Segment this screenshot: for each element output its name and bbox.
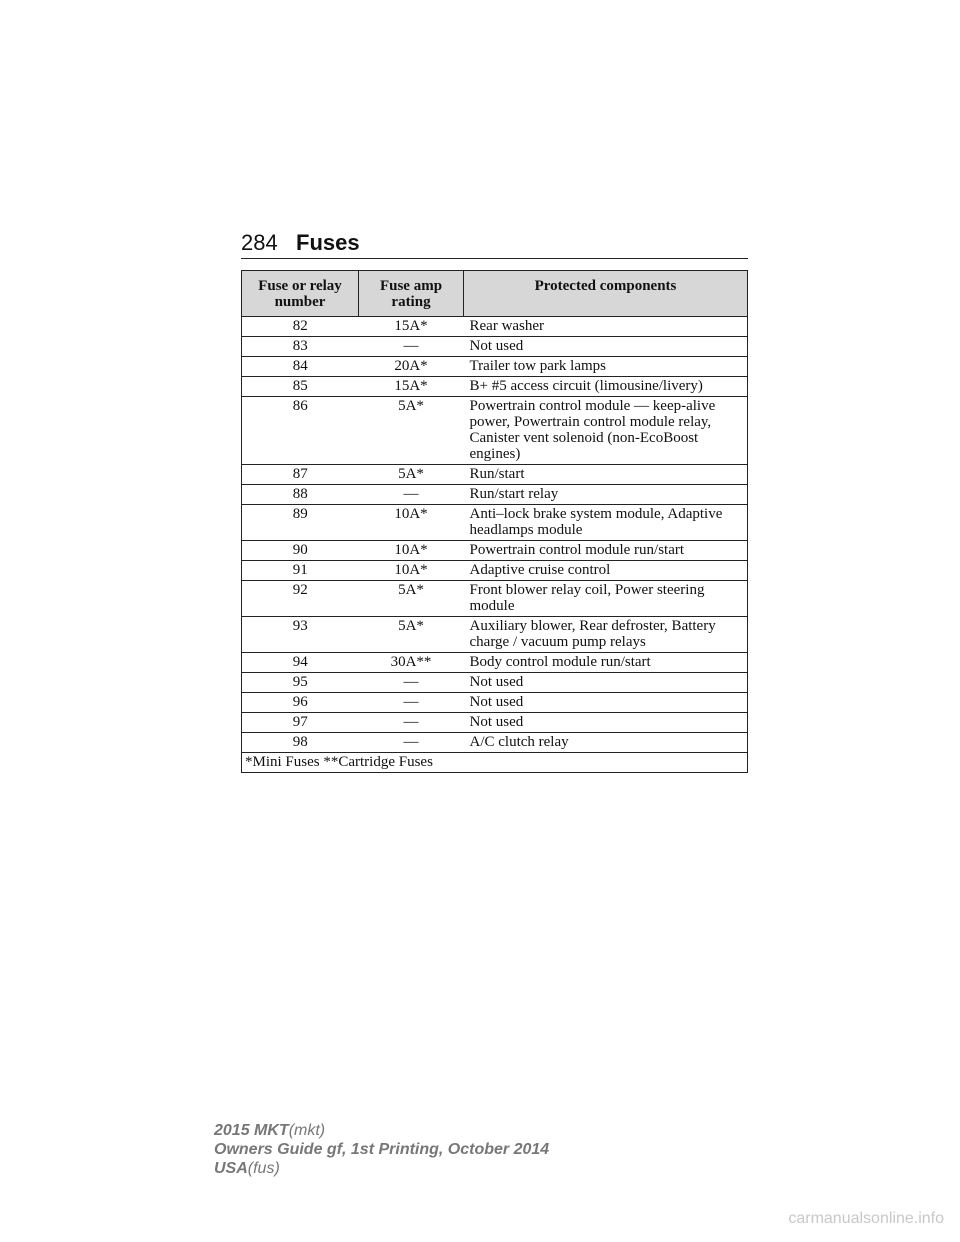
protected-components-cell: Anti–lock brake system module, Adaptive headlamps module xyxy=(464,505,748,541)
protected-components-cell: Adaptive cruise control xyxy=(464,561,748,581)
fuse-rating-cell: 20A* xyxy=(359,357,464,377)
table-row xyxy=(242,377,748,397)
document-footer xyxy=(214,1121,549,1178)
fuse-rating-cell: — xyxy=(359,693,464,713)
fuse-number-cell: 94 xyxy=(242,653,359,673)
footer-line-2 xyxy=(214,1140,549,1159)
fuse-rating-cell: 5A* xyxy=(359,581,464,617)
fuse-number-cell: 91 xyxy=(242,561,359,581)
protected-components-cell: Powertrain control module run/start xyxy=(464,541,748,561)
footer-market: USA xyxy=(214,1160,248,1177)
protected-components-cell: Not used xyxy=(464,673,748,693)
fuse-rating-cell: 15A* xyxy=(359,317,464,337)
fuse-rating-cell: 30A** xyxy=(359,653,464,673)
protected-components-cell: Not used xyxy=(464,693,748,713)
fuse-rating-cell: — xyxy=(359,733,464,753)
table-row xyxy=(242,357,748,377)
fuse-rating-cell: 10A* xyxy=(359,561,464,581)
table-body xyxy=(242,317,748,753)
table-row xyxy=(242,397,748,465)
protected-components-cell: Powertrain control module — keep-alive power, Powertrain control module relay, Canister vent solenoid (non-EcoBoost engines) xyxy=(464,397,748,465)
fuse-number-cell: 97 xyxy=(242,713,359,733)
fuse-number-cell: 95 xyxy=(242,673,359,693)
protected-components-cell: Front blower relay coil, Power steering module xyxy=(464,581,748,617)
table-row xyxy=(242,673,748,693)
fuse-rating-cell: — xyxy=(359,673,464,693)
fuse-number-cell: 82 xyxy=(242,317,359,337)
table-row xyxy=(242,465,748,485)
footer-market-code: (fus) xyxy=(247,1160,280,1177)
protected-components-cell: Run/start relay xyxy=(464,485,748,505)
table-row xyxy=(242,317,748,337)
footer-model: 2015 MKT xyxy=(214,1122,289,1139)
table-row xyxy=(242,505,748,541)
protected-components-cell: Rear washer xyxy=(464,317,748,337)
fuse-number-cell: 98 xyxy=(242,733,359,753)
protected-components-cell: Auxiliary blower, Rear defroster, Battery charge / vacuum pump relays xyxy=(464,617,748,653)
column-header-components: Protected components xyxy=(464,271,748,317)
fuse-rating-cell: — xyxy=(359,485,464,505)
protected-components-cell: Run/start xyxy=(464,465,748,485)
table-header-row xyxy=(242,271,748,317)
page-header xyxy=(241,230,748,259)
fuse-number-cell: 96 xyxy=(242,693,359,713)
protected-components-cell: A/C clutch relay xyxy=(464,733,748,753)
fuse-number-cell: 88 xyxy=(242,485,359,505)
fuse-rating-cell: — xyxy=(359,337,464,357)
table-row xyxy=(242,561,748,581)
fuse-number-cell: 86 xyxy=(242,397,359,465)
fuse-rating-cell: — xyxy=(359,713,464,733)
table-row xyxy=(242,485,748,505)
protected-components-cell: Trailer tow park lamps xyxy=(464,357,748,377)
fuse-number-cell: 83 xyxy=(242,337,359,357)
fuse-number-cell: 93 xyxy=(242,617,359,653)
fuse-rating-cell: 5A* xyxy=(359,465,464,485)
fuse-rating-cell: 5A* xyxy=(359,397,464,465)
fuse-rating-cell: 10A* xyxy=(359,541,464,561)
watermark-text: carmanualsonline.info xyxy=(788,1210,944,1227)
footer-line-1 xyxy=(214,1121,549,1140)
fuse-number-cell: 87 xyxy=(242,465,359,485)
table-row xyxy=(242,693,748,713)
footnote-row xyxy=(242,753,748,773)
protected-components-cell: Not used xyxy=(464,337,748,357)
protected-components-cell: Body control module run/start xyxy=(464,653,748,673)
fuse-number-cell: 92 xyxy=(242,581,359,617)
column-header-number: Fuse or relay number xyxy=(242,271,359,317)
column-header-rating: Fuse amp rating xyxy=(359,271,464,317)
protected-components-cell: Not used xyxy=(464,713,748,733)
section-title: Fuses xyxy=(296,230,360,255)
table-row xyxy=(242,713,748,733)
table-row xyxy=(242,337,748,357)
fuse-number-cell: 85 xyxy=(242,377,359,397)
page-number: 284 xyxy=(241,230,278,255)
fuse-number-cell: 89 xyxy=(242,505,359,541)
footer-line-3 xyxy=(214,1159,549,1178)
table-row xyxy=(242,733,748,753)
fuse-rating-cell: 5A* xyxy=(359,617,464,653)
table-row xyxy=(242,541,748,561)
footer-model-code: (mkt) xyxy=(288,1122,326,1139)
table-row xyxy=(242,617,748,653)
fuse-rating-cell: 15A* xyxy=(359,377,464,397)
table-row xyxy=(242,653,748,673)
fuse-table xyxy=(241,270,748,773)
fuse-rating-cell: 10A* xyxy=(359,505,464,541)
table-footnote: *Mini Fuses **Cartridge Fuses xyxy=(242,753,748,773)
protected-components-cell: B+ #5 access circuit (limousine/livery) xyxy=(464,377,748,397)
table-row xyxy=(242,581,748,617)
fuse-number-cell: 90 xyxy=(242,541,359,561)
footer-guide-info: Owners Guide gf, 1st Printing, October 2014 xyxy=(214,1141,550,1158)
fuse-number-cell: 84 xyxy=(242,357,359,377)
